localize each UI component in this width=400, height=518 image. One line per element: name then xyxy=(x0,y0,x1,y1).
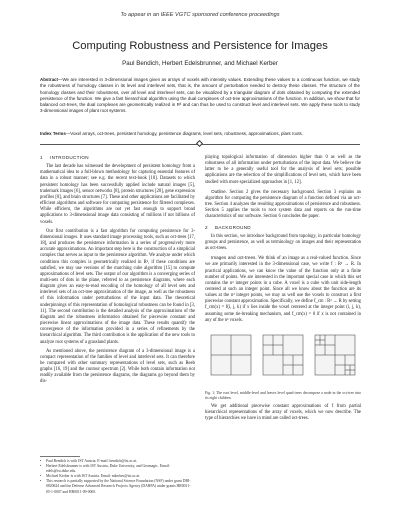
quadtree-figure xyxy=(205,327,361,389)
quadtree-panel-root xyxy=(211,335,251,375)
right-column xyxy=(205,155,361,425)
footnote-item: • Paul Bendich is with IST Austria. E-mail: bendich@ist.ac.at. xyxy=(40,459,195,464)
intro-paragraph-1: The last decade has witnessed the development of persistent homology from a mathematical idea to a full-blown methodology for capturing essential features of data in a robust manner; see e.g. the recent text-book [10]. Datasets to which persistent homology has been successfully applied include natural images [5], trademark images [6], sensor networks [8], protein structures [20], gene expression profiles [8], and brain structures [7]. These and other applications are facilitated by efficient algorithms and software for computing persistence for filtered complexes. While efficient, the algorithms are not yet fast enough to support broad applications to 3-dimensional image data consisting of millions if not billions of voxels. xyxy=(40,164,195,225)
section-title: BACKGROUND xyxy=(215,224,251,230)
outline-label: Outline. xyxy=(211,188,227,194)
footnotes xyxy=(40,456,195,495)
paper-title: Computing Robustness and Persistence for Images xyxy=(72,40,328,52)
footnote-item: • Herbert Edelsbrunner is with IST Austria, Duke University, and Geomagic. Email: edels@ist.duke.edu. xyxy=(40,464,195,474)
section-heading-background xyxy=(205,225,361,231)
figure-1-caption: Fig. 1: The root level, middle-level and leaves level quad-trees decompose a node in the oct-tree into its eight children. xyxy=(205,390,361,400)
background-intro: In this section, we introduce background from topology, in particular homology groups and persistence, as well as terminology on images and their representation as oct-trees. xyxy=(205,233,361,252)
outline-text: Section 2 gives the necessary background. Section 3 explains an algorithm for computing the persistence diagram of a function defined via an oct-tree. Section 4 analyzes the resulting approximations of persistence and robustness. Section 5 applies the tools to root system data and reports on the run-time characteristics of our software. Section 6 concludes the paper. xyxy=(205,189,361,220)
images-paragraph xyxy=(205,255,361,324)
footnote-rule xyxy=(40,456,80,457)
venue-note: To appear in an IEEE VGTC sponsored conference proceedings xyxy=(120,12,280,18)
left-column xyxy=(40,155,195,389)
intro-paragraph-3: As mentioned above, the persistence diagram of a 3-dimensional image is a compact representation of the families of level and interlevel sets. It can therefore be compared with other summary representations of level sets, such as Reeb graphs [16, 19] and the contour spectrum [2]. While both contain information not readily available from the persistence diagrams, the diagrams go beyond them by dis- xyxy=(40,348,195,385)
index-terms-text: —Voxel arrays, oct-trees, persistent homology, persistence diagrams, level sets, robustness, approximations, plant roots. xyxy=(65,131,303,136)
figure-1 xyxy=(205,327,361,389)
footnote-item: • Michael Kerber is with IST Austria. Email: mkerber@ist.ac.at. xyxy=(40,474,195,479)
abstract-label: Abstract xyxy=(40,77,59,82)
abstract xyxy=(40,77,360,115)
section-title: INTRODUCTION xyxy=(50,155,89,160)
section-number: 2 xyxy=(205,224,208,230)
abstract-text: —We are interested in 3-dimensional images given as arrays of voxels with intensity values. Extending these values to a continuous function, we study the robustness of homology classes in its level and interlevel sets, that is, the amount of perturbation needed to destroy these classes. The structure of the homology classes and their robustness, over all level and interlevel sets, can be visualized by a triangular diagram of dots obtained by computing the extended persistence of the function. We give a fast hierarchical algorithm using the dual complexes of oct-tree approximations of the function. In addition, we show that for balanced oct-trees, the dual complexes are geometrically realized in R³ and can thus be used to construct level and interlevel sets. We apply these tools to study 3-dimensional images of plant root systems. xyxy=(40,77,360,114)
footnote-item: • This research is partially supported by the National Science Foundation (NSF) under grant DBI-0820624 and the Defense Advanced Research Projects Agency (DARPA) under grants HR0011-05-1-0007 and HR0011-09-0065. xyxy=(40,479,195,494)
index-terms xyxy=(40,131,360,137)
outline-paragraph xyxy=(205,189,361,221)
images-text: We think of an image as a real-valued function. Since we are primarily interested in the 3-dimensional case, we write f : R³ → R. In practical applications, we can know the value of the function only at a finite number of points. We are interested in the important special case in which this set contains the n³ integer points in a cube. A voxel is a cube with unit side-length centered at such an integer point. Since all we know about the function are its values at the n³ integer points, we may as well use the voxels to construct a first piecewise constant approximation. Specifically, we define f_cm : R³ → R by setting f_cm(x) = f(i, j, k) if x lies inside the voxel centered at the integer point (i, j, k), assuming some tie-breaking mechanism, and f_cm(x) = 0 if x is not contained in any of the n³ voxels. xyxy=(205,256,361,323)
quadtree-panel-leaves xyxy=(315,335,355,375)
index-terms-label: Index Terms xyxy=(40,131,66,136)
section-heading-introduction xyxy=(40,155,195,161)
continued-paragraph: playing topological information of dimension higher than 0 as well as the robustness of all information under perturbations of the input data. We believe the latter to be a generally useful tool for the analysis of level sets; possible applications are the selection of the simplifications of level sets, which have been studied with more specialized approaches in [1, 12]. xyxy=(205,155,361,185)
author-list: Paul Bendich, Herbert Edelsbrunner, and Michael Kerber xyxy=(122,60,278,67)
closing-paragraph: We get additional piecewise constant approximations of f from partial hierarchical representations of the array of voxels, which we now describe. The type of hierarchies we have in mind are called oct-trees. xyxy=(205,403,361,422)
intro-paragraph-2: Our first contribution is a fast algorithm for computing persistence for 3-dimensional images. It uses standard image processing tools, such as oct-trees [17, 18], and produces the persistence information in a series of progressively more accurate approximations. An important step here is the construction of a simplicial complex that serves as input to the persistence algorithm. We analyze under which conditions this complex is geometrically realized in R³, if these conditions are satisfied, we may use versions of the marching cube algorithm [15] to compute approximations of level sets. The output of our algorithm is a converging series of multi-sets of dots in the plane, referred to as persistence diagrams, where each diagram gives an easy-to-read encoding of the homology of all level sets and interlevel sets of an oct-tree approximation of the image, as well as the robustness of this information under perturbations of the input data. The theoretical underpinnings of this representation of homological robustness can be found in [3, 11]. The second contribution is the detailed analysis of the approximations of the diagram and the robustness information obtained for piecewise constant and piecewise linear approximations of the image data. These results quantify the convergence of the information provided in a series of refinements by the hierarchical algorithm. The third contribution is the application of the new tools to analyze root systems of a grassland plants. xyxy=(40,228,195,345)
quadtree-panel-middle xyxy=(263,335,303,375)
section-number: 1 xyxy=(40,155,43,160)
diamond-ornament xyxy=(196,140,203,147)
images-label: Images and oct-trees. xyxy=(211,255,257,261)
